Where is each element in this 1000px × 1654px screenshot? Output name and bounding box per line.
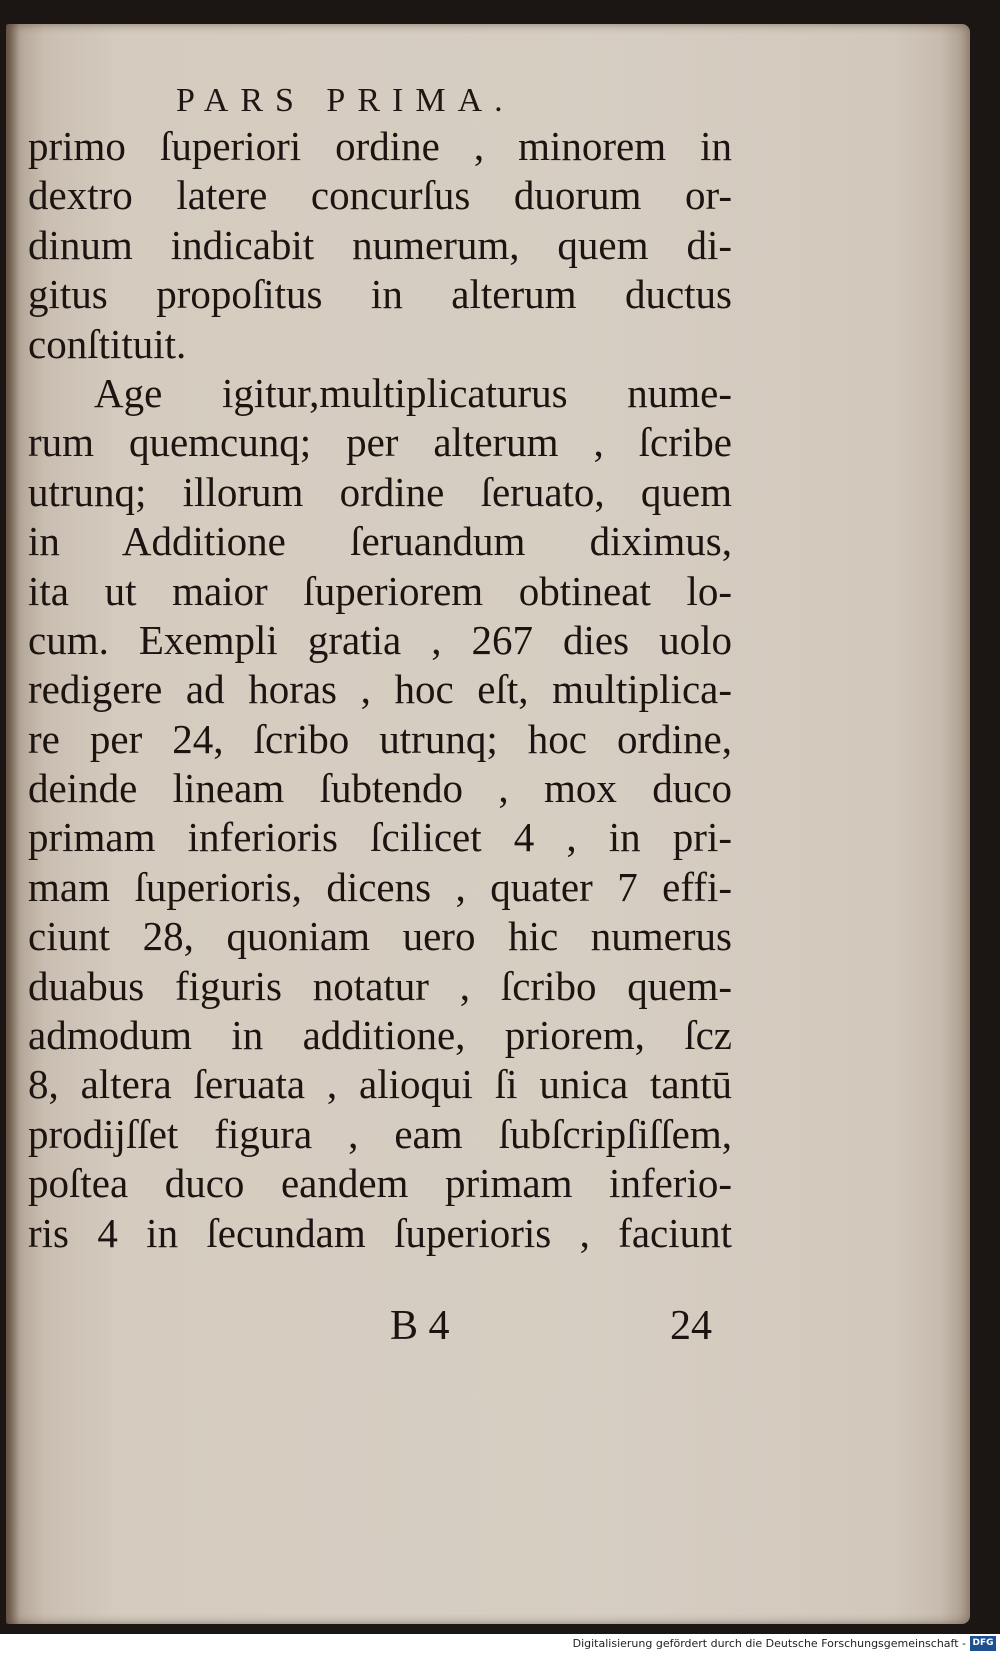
text-line: 8, altera ſeruata , alioqui ſi unica tantū [28, 1061, 732, 1108]
text-line: rum quemcunq; per alterum , ſcribe [28, 419, 732, 466]
text-line: re per 24, ſcribo utrunq; hoc ordine, [28, 715, 732, 762]
text-line: mam ſuperioris, dicens , quater 7 effi- [28, 863, 732, 910]
running-head: PARS PRIMA. [176, 82, 515, 119]
text-line: ciunt 28, quoniam uero hic numerus [28, 913, 732, 960]
text-line: ita ut maior ſuperiorem obtineat lo- [28, 567, 732, 614]
text-line: redigere ad horas , hoc eſt, multiplica- [28, 666, 732, 713]
text-line: dinum indicabit numerum, quem di- [28, 221, 732, 268]
text-line: poſtea duco eandem primam inferio- [28, 1160, 732, 1207]
text-line: utrunq; illorum ordine ſeruato, quem [28, 468, 732, 515]
text-line: deinde lineam ſubtendo , mox duco [28, 765, 732, 812]
text-line: cum. Exempli gratia , 267 dies uolo [28, 616, 732, 663]
text-line: dextro latere concurſus duorum or- [28, 172, 732, 219]
text-line: ris 4 in ſecundam ſuperioris , faciunt [28, 1209, 732, 1256]
signature-mark: B 4 [390, 1303, 450, 1349]
text-line: primam inferioris ſcilicet 4 , in pri- [28, 814, 732, 861]
digitization-credit: Digitalisierung gefördert durch die Deutsche Forschungsgemeinschaft - [572, 1637, 966, 1650]
text-line: in Additione ſeruandum diximus, [28, 518, 732, 565]
text-line: duabus figuris notatur , ſcribo quem- [28, 962, 732, 1009]
text-line: primo ſuperiori ordine , minorem in [28, 123, 732, 169]
text-line: gitus propoſitus in alterum ductus [28, 271, 732, 318]
catchword: 24 [670, 1303, 712, 1349]
text-block [28, 122, 732, 1258]
text-line: prodijſſet figura , eam ſubſcripſiſſem, [28, 1110, 732, 1157]
text-line: conſtituit. [28, 320, 187, 367]
text-line: Age igitur,multiplicaturus nume- [94, 369, 732, 416]
dfg-logo: DFG [970, 1636, 996, 1651]
text-line: admodum in additione, priorem, ſcz [28, 1012, 732, 1059]
